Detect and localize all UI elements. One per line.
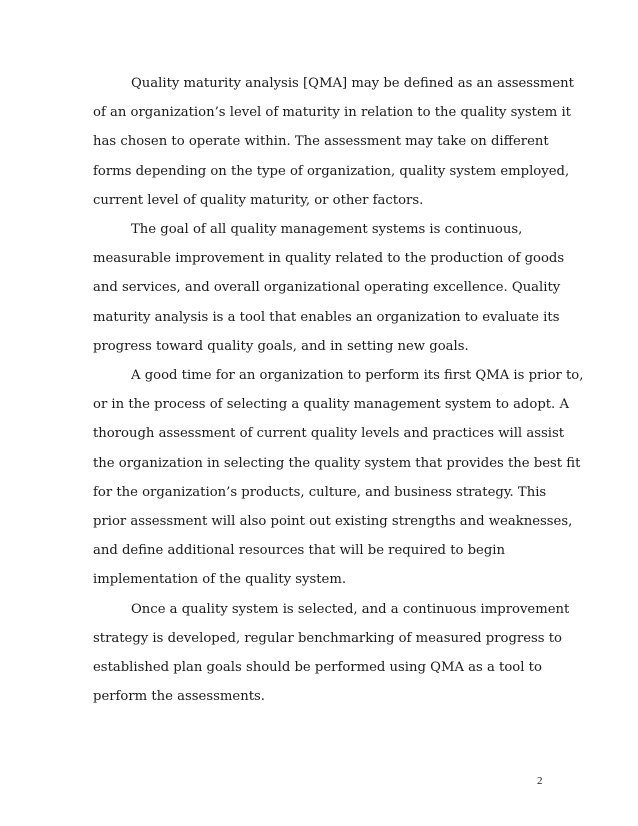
- paragraph-line: progress toward quality goals, and in setting new goals.: [93, 338, 469, 354]
- paragraph-line: The goal of all quality management systems is continuous,: [131, 222, 523, 238]
- paragraph-line: for the organization’s products, culture, and business strategy. This: [93, 484, 547, 500]
- paragraph-line: established plan goals should be performed using QMA as a tool to: [93, 660, 542, 676]
- paragraph-line: implementation of the quality system.: [93, 572, 347, 588]
- paragraph-line: forms depending on the type of organization, quality system employed,: [93, 163, 570, 179]
- paragraph-line: or in the process of selecting a quality management system to adopt. A: [93, 397, 569, 413]
- paragraph-line: current level of quality maturity, or other factors.: [93, 192, 424, 208]
- paragraph-line: has chosen to operate within. The assessment may take on different: [93, 134, 549, 150]
- paragraph-line: perform the assessments.: [93, 689, 265, 705]
- page-number: 2: [537, 775, 543, 787]
- paragraph-line: of an organization’s level of maturity in relation to the quality system it: [93, 105, 571, 121]
- paragraph-line: thorough assessment of current quality levels and practices will assist: [93, 426, 565, 442]
- paragraph-line: A good time for an organization to perform its first QMA is prior to,: [131, 368, 584, 384]
- paragraph-4: [93, 595, 570, 712]
- paragraph-line: the organization in selecting the quality system that provides the best fit: [93, 455, 581, 471]
- paragraph-line: Quality maturity analysis [QMA] may be defined as an assessment: [131, 76, 574, 91]
- paragraph-line: and define additional resources that will be required to begin: [93, 543, 506, 559]
- paragraph-line: strategy is developed, regular benchmarking of measured progress to: [93, 630, 562, 646]
- paragraph-line: Once a quality system is selected, and a continuous improvement: [131, 601, 570, 617]
- paragraph-3: [93, 361, 584, 595]
- body-text: [93, 69, 584, 711]
- paragraph-1: [93, 69, 574, 215]
- paragraph-line: maturity analysis is a tool that enables an organization to evaluate its: [93, 309, 560, 325]
- paragraph-line: prior assessment will also point out existing strengths and weaknesses,: [93, 514, 573, 530]
- paragraph-2: [93, 215, 565, 361]
- paragraph-line: measurable improvement in quality related to the production of goods: [93, 251, 565, 267]
- paragraph-line: and services, and overall organizational operating excellence. Quality: [93, 280, 561, 296]
